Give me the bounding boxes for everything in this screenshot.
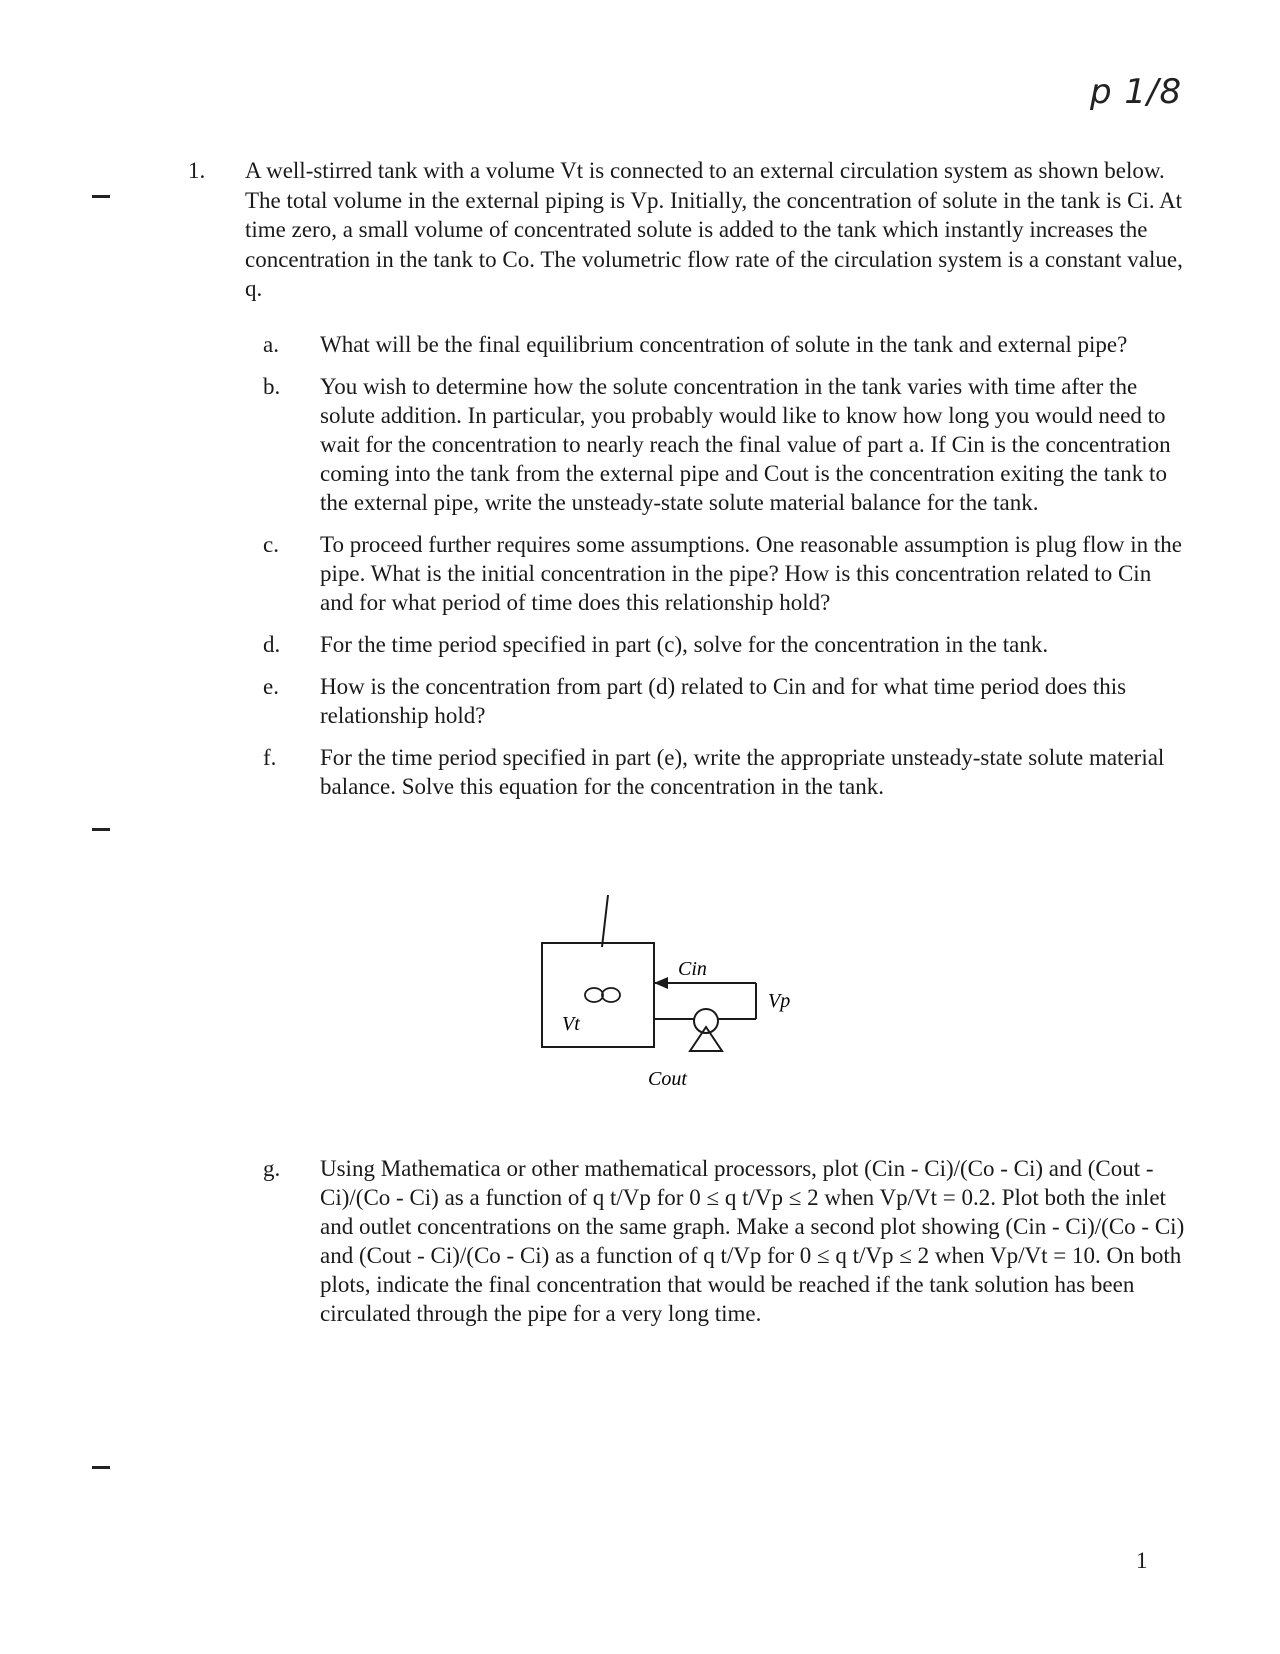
part-label: d. bbox=[263, 632, 281, 657]
handwritten-page-mark: p 1/8 bbox=[1090, 72, 1183, 112]
part-b bbox=[245, 372, 1185, 517]
impeller-icon bbox=[585, 988, 620, 1002]
part-g-block bbox=[245, 1154, 1185, 1341]
part-text: What will be the final equilibrium concentration of solute in the tank and external pipe? bbox=[320, 332, 1128, 357]
part-d bbox=[245, 630, 1185, 659]
margin-tick bbox=[92, 195, 110, 198]
problem-number: 1. bbox=[188, 158, 206, 183]
part-label: a. bbox=[263, 332, 279, 357]
part-f bbox=[245, 743, 1185, 801]
problem-parts bbox=[245, 330, 1185, 814]
margin-tick bbox=[92, 1466, 110, 1469]
tank-volume-label: Vt bbox=[562, 1013, 580, 1035]
part-e bbox=[245, 672, 1185, 730]
part-label: g. bbox=[263, 1156, 281, 1181]
part-c bbox=[245, 530, 1185, 617]
part-text: Using Mathematica or other mathematical processors, plot (Cin - Ci)/(Co - Ci) and (Cout - Ci)/(Co - Ci) as a function of q t/Vp for 0 ≤ q t/Vp ≤ 2 when Vp/Vt = 0.2. Plot both the inlet and outlet concentrations on the same graph. Make a second plot showing (Cin - Ci)/(Co - Ci) and (Cout - Ci)/(Co - Ci) as a function of q t/Vp for 0 ≤ q t/Vp ≤ 2 when Vp/Vt = 10. On both plots, indicate the final concentration that would be reached if the tank solution has been circulated through the pipe for a very long time. bbox=[320, 1156, 1185, 1326]
pipe-volume-label: Vp bbox=[768, 990, 791, 1012]
inlet-arrow-icon bbox=[654, 977, 668, 989]
page-number: 1 bbox=[1136, 1548, 1148, 1573]
part-g bbox=[245, 1154, 1185, 1328]
tank-circulation-diagram bbox=[540, 895, 840, 1095]
part-label: b. bbox=[263, 374, 281, 399]
part-text: You wish to determine how the solute concentration in the tank varies with time after the solute addition. In particular, you probably would like to know how long you would need to wait for the concentration to nearly reach the final value of part a. If Cin is the concentration coming into the tank from the external pipe and Cout is the concentration exiting the tank to the external pipe, write the unsteady-state solute material balance for the tank. bbox=[320, 374, 1171, 515]
part-text: For the time period specified in part (e), write the appropriate unsteady-state solute material balance. Solve this equation for the concentration in the tank. bbox=[320, 745, 1165, 799]
tank bbox=[542, 943, 654, 1047]
part-label: e. bbox=[263, 674, 279, 699]
part-label: f. bbox=[263, 745, 277, 770]
margin-tick bbox=[92, 828, 110, 831]
problem-statement: A well-stirred tank with a volume Vt is connected to an external circulation system as shown below. The total volume in the external piping is Vp. Initially, the concentration of solute in the tank is Ci. At time zero, a small volume of concentrated solute is added to the tank which instantly increases the concentration in the tank to Co. The volumetric flow rate of the circulation system is a constant value, q. bbox=[245, 158, 1183, 301]
pump-icon bbox=[690, 1009, 722, 1051]
part-label: c. bbox=[263, 532, 279, 557]
stirrer-shaft bbox=[602, 895, 608, 947]
part-text: How is the concentration from part (d) related to Cin and for what time period does this relationship hold? bbox=[320, 674, 1127, 728]
part-text: To proceed further requires some assumptions. One reasonable assumption is plug flow in the pipe. What is the initial concentration in the pipe? How is this concentration related to Cin and for what period of time does this relationship hold? bbox=[320, 532, 1182, 615]
outlet-concentration-label: Cout bbox=[648, 1068, 687, 1090]
inlet-concentration-label: Cin bbox=[678, 958, 707, 980]
part-text: For the time period specified in part (c), solve for the concentration in the tank. bbox=[320, 632, 1049, 657]
part-a bbox=[245, 330, 1185, 359]
